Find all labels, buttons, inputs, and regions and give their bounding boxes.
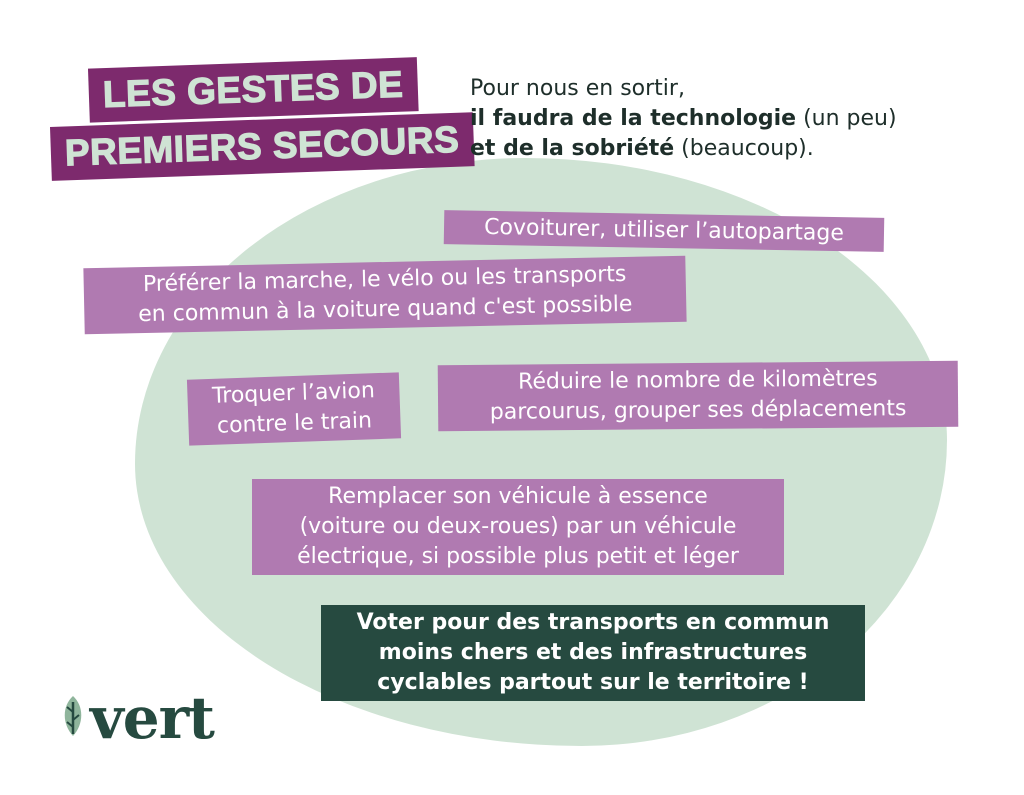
intro-line-2 xyxy=(470,104,897,134)
leaf-icon xyxy=(60,694,86,742)
tip-vehicule-line-2: (voiture ou deux-roues) par un véhicule xyxy=(299,514,737,539)
tip-vehicule-line-1: Remplacer son véhicule à essence xyxy=(328,484,708,509)
intro-line-2-normal: (un peu) xyxy=(796,106,897,131)
tip-avion-line-1: Troquer l’avion xyxy=(211,378,376,409)
title-line-1: LES GESTES DE xyxy=(88,57,418,122)
tip-avion xyxy=(187,372,401,445)
tip-km-line-1: Réduire le nombre de kilomètres xyxy=(517,366,878,395)
intro-line-2-bold: il faudra de la technologie xyxy=(470,106,797,131)
title-line-2: PREMIERS SECOURS xyxy=(50,112,474,181)
page-title xyxy=(48,56,460,184)
intro-line-3-bold: et de la sobriété xyxy=(470,136,675,161)
intro-text xyxy=(470,74,897,164)
vert-logo xyxy=(60,684,214,752)
tip-marche xyxy=(83,256,686,335)
intro-line-3-normal: (beaucoup). xyxy=(674,136,814,161)
tip-voter-line-2: moins chers et des infrastructures xyxy=(378,640,808,665)
tip-voter xyxy=(321,605,865,701)
tip-marche-line-2: en commun à la voiture quand c'est possible xyxy=(137,291,633,328)
tip-kilometres xyxy=(438,361,959,432)
tip-vehicule xyxy=(252,479,784,575)
tip-voter-line-3: cyclables partout sur le territoire ! xyxy=(377,670,809,695)
intro-line-3 xyxy=(470,134,897,164)
tip-marche-line-1: Préférer la marche, le vélo ou les transports xyxy=(142,261,627,298)
tip-voter-line-1: Voter pour des transports en commun xyxy=(356,610,830,635)
tip-km-line-2: parcourus, grouper ses déplacements xyxy=(489,396,907,425)
tip-avion-line-2: contre le train xyxy=(216,408,373,439)
tip-vehicule-line-3: électrique, si possible plus petit et léger xyxy=(297,544,739,569)
intro-line-1: Pour nous en sortir, xyxy=(470,76,685,101)
tip-covoiturer-text: Covoiturer, utiliser l’autopartage xyxy=(483,214,845,247)
logo-text: vert xyxy=(90,684,214,752)
